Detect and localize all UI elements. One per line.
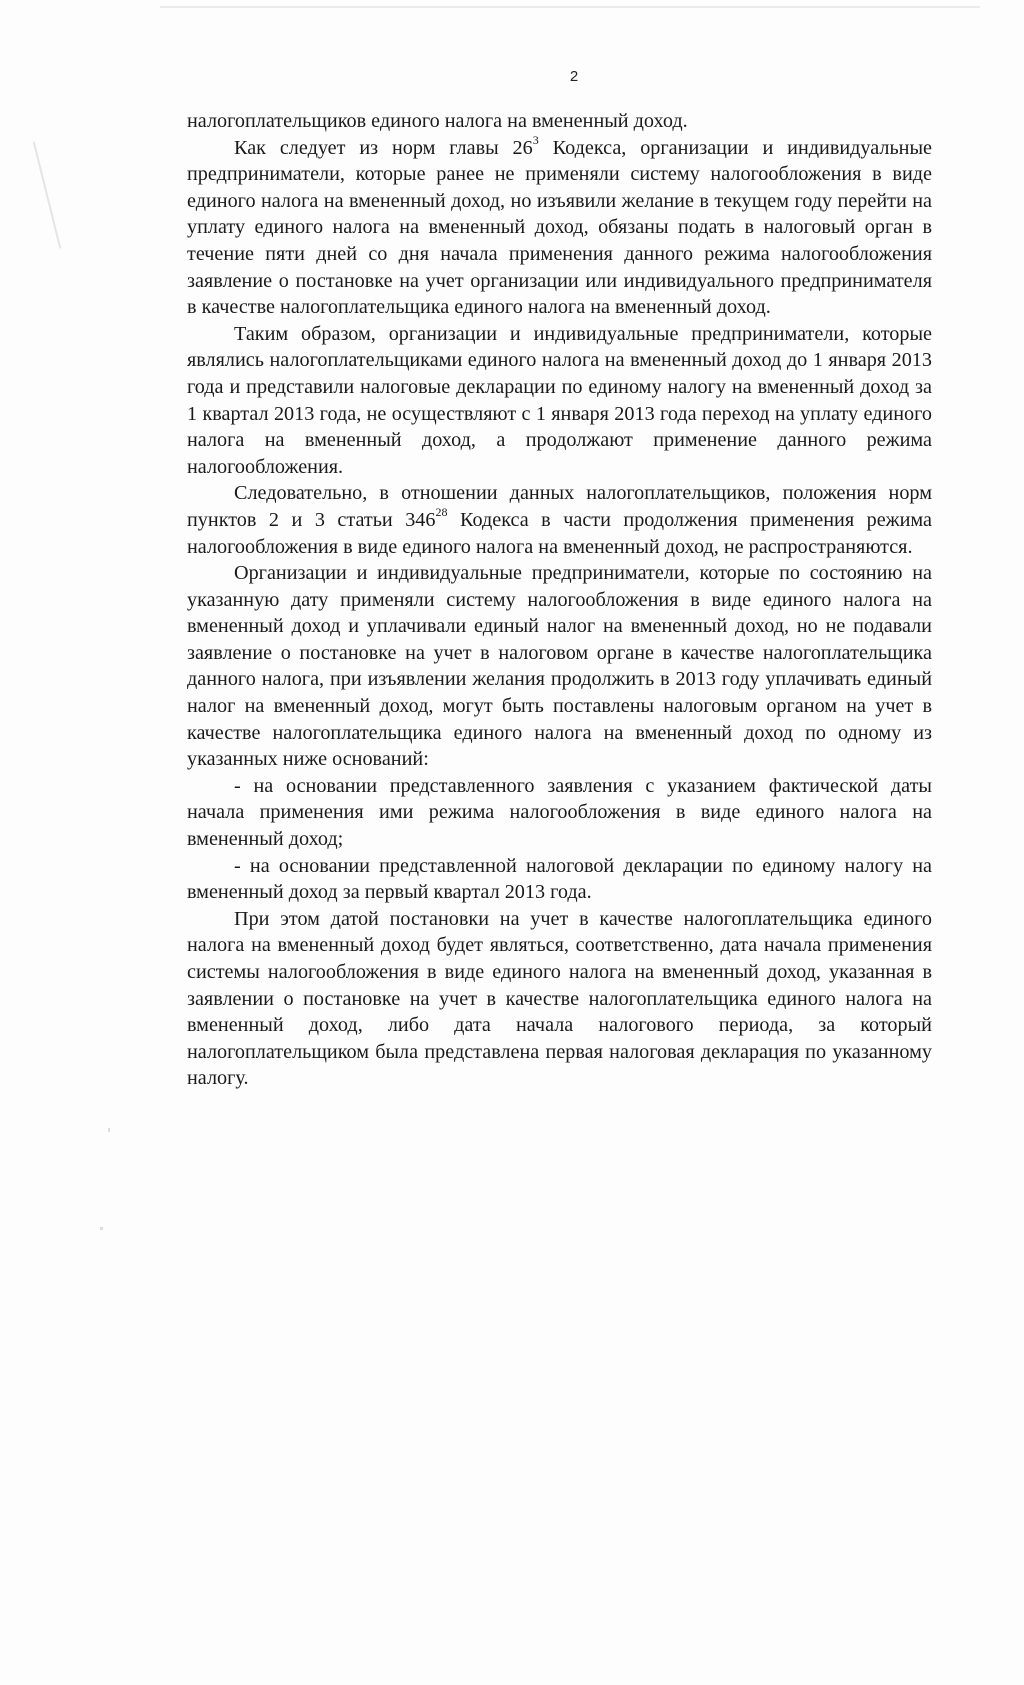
scan-edge-mark [160,6,980,8]
scan-speck [100,1227,103,1230]
paragraph [187,480,932,560]
body-text [187,108,932,1092]
paragraph-text: Организации и индивидуальные предприниматели, которые по состоянию на указанную дату применяли систему налогообложения в виде единого налога на вмененный доход и уплачивали единый налог на вмененный доход, но не подавали заявление о постановке на учет в налоговом органе в качестве налогоплательщика данного налога, при изъявлении желания продолжить в 2013 году уплачивать единый налог на вмененный доход, могут быть поставлены налоговым органом на учет в качестве налогоплательщика единого налога на вмененный доход по одному из указанных ниже оснований: [187,562,932,771]
paragraph-text: При этом датой постановки на учет в качестве налогоплательщика единого налога на вмененный доход будет являться, соответственно, дата начала применения системы налогообложения в виде единого налога на вмененный доход, указанная в заявлении о постановке на учет в качестве налогоплательщика единого налога на вмененный доход, либо дата начала налогового периода, за который налогоплательщиком была представлена первая налоговая декларация по указанному налогу. [187,907,932,1090]
paragraph-text: Таким образом, организации и индивидуальные предприниматели, которые являлись налогоплательщиками единого налога на вмененный доход до 1 января 2013 года и представили налоговые декларации по единому налогу на вмененный доход за 1 квартал 2013 года, не осуществляют с 1 января 2013 года переход на уплату единого налога на вмененный доход, а продолжают применение данного режима налогообложения. [187,322,932,478]
chapter-superscript: 3 [532,132,539,147]
list-item-text: - на основании представленного заявления с указанием фактической даты начала применения ими режима налогообложения в виде единого налога на вмененный доход; [187,774,932,851]
page-number: 2 [569,68,579,85]
list-item [187,773,932,853]
paragraph-text: Кодекса, организации и индивидуальные предприниматели, которые ранее не применяли систему налогообложения в виде единого налога на вмененный доход, но изъявили желание в текущем году перейти на уплату единого налога на вмененный доход, обязаны подать в налоговый орган в течение пяти дней со дня начала применения данного режима налогообложения заявление о постановке на учет организации или индивидуального предпринимателя в качестве налогоплательщика единого налога на вмененный доход. [187,136,933,319]
paragraph [187,560,932,773]
list-item-text: - на основании представленной налоговой декларации по единому налогу на вмененный доход за первый квартал 2013 года. [187,854,932,904]
paragraph-text: Следовательно, в отношении данных налогоплательщиков, положения норм пунктов 2 и 3 статьи 346 [187,482,932,531]
article-superscript: 28 [435,505,448,520]
paragraph [187,321,932,481]
paragraph-continuation [187,108,932,135]
scan-speck [108,1128,110,1132]
paragraph-text: Кодекса в части продолжения применения режима налогообложения в виде единого налога на вмененный доход, не распространяются. [187,508,933,558]
paragraph [187,132,933,321]
paragraph-text: Как следует из норм главы 26 [234,136,533,159]
scan-margin-mark [33,141,62,248]
paragraph [187,906,932,1092]
paragraph-text: налогоплательщиков единого налога на вмененный доход. [187,110,688,132]
list-item [187,853,932,906]
